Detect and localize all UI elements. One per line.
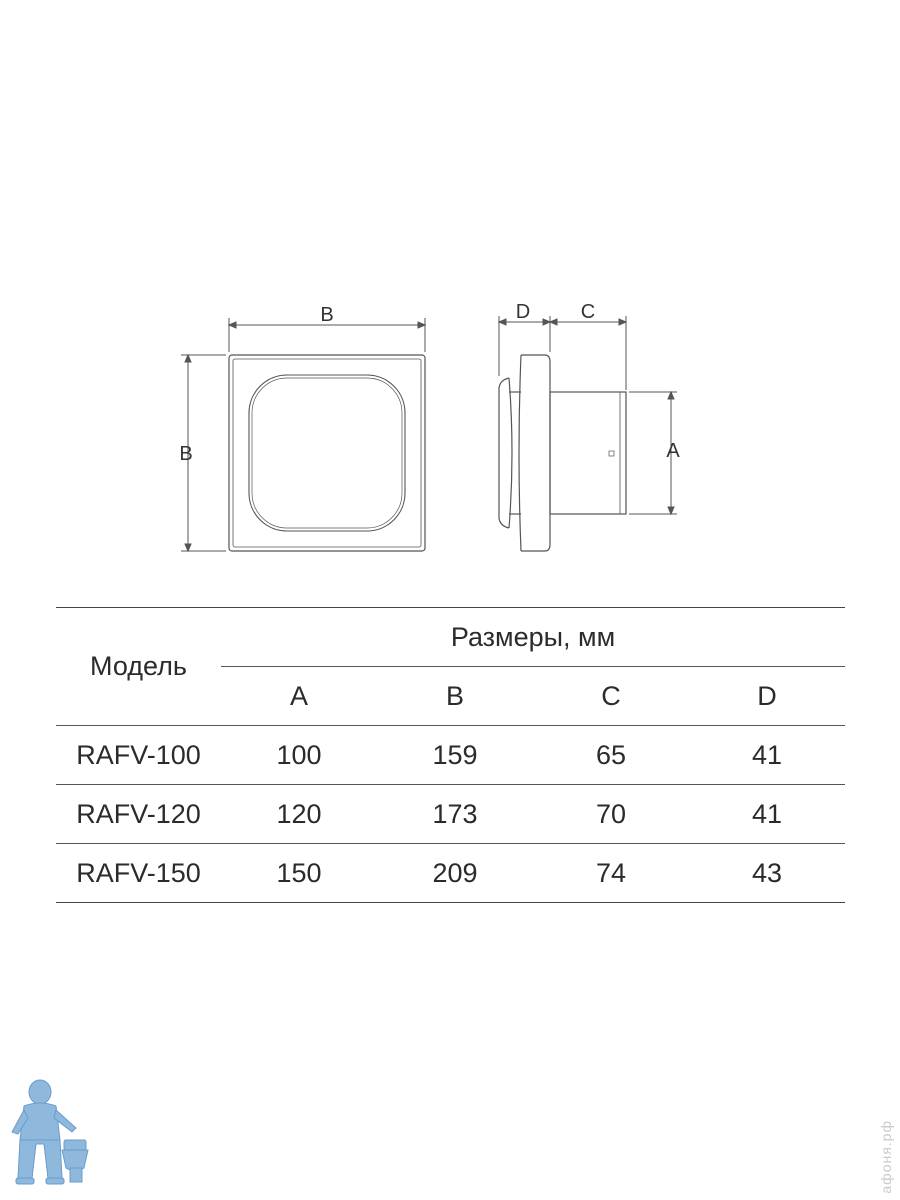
value-cell: 150 <box>221 844 377 903</box>
side-depth-label: D <box>515 301 531 323</box>
side-view <box>499 355 626 551</box>
value-cell: 159 <box>377 726 533 785</box>
model-header: Модель <box>90 651 187 681</box>
column-header-a: A <box>289 680 308 711</box>
value-cell: 173 <box>377 785 533 844</box>
value-cell: 41 <box>689 785 845 844</box>
watermark: афоня.рф <box>878 1120 894 1194</box>
front-view <box>229 355 425 551</box>
plumber-mascot-logo <box>10 1078 90 1193</box>
dimensions-header: Размеры, мм <box>221 608 845 667</box>
value-cell: 120 <box>221 785 377 844</box>
table-row <box>56 726 845 785</box>
dimensions-table <box>56 607 845 903</box>
value-cell: 41 <box>689 726 845 785</box>
front-height-label: B <box>179 443 193 465</box>
side-length-dimension <box>550 316 626 390</box>
model-cell: RAFV-120 <box>56 785 221 844</box>
value-cell: 74 <box>533 844 689 903</box>
table-row <box>56 785 845 844</box>
table-row <box>56 844 845 903</box>
model-cell: RAFV-150 <box>56 844 221 903</box>
model-cell: RAFV-100 <box>56 726 221 785</box>
side-depth-dimension <box>499 316 550 376</box>
side-length-label: C <box>580 301 596 323</box>
column-header-d: D <box>757 680 777 711</box>
value-cell: 70 <box>533 785 689 844</box>
side-diameter-label: A <box>666 440 680 462</box>
column-header-b: B <box>445 680 464 711</box>
table-header-row-1 <box>56 608 845 667</box>
column-header-c: C <box>601 680 621 711</box>
value-cell: 100 <box>221 726 377 785</box>
front-width-label: B <box>320 304 334 326</box>
value-cell: 65 <box>533 726 689 785</box>
value-cell: 43 <box>689 844 845 903</box>
value-cell: 209 <box>377 844 533 903</box>
